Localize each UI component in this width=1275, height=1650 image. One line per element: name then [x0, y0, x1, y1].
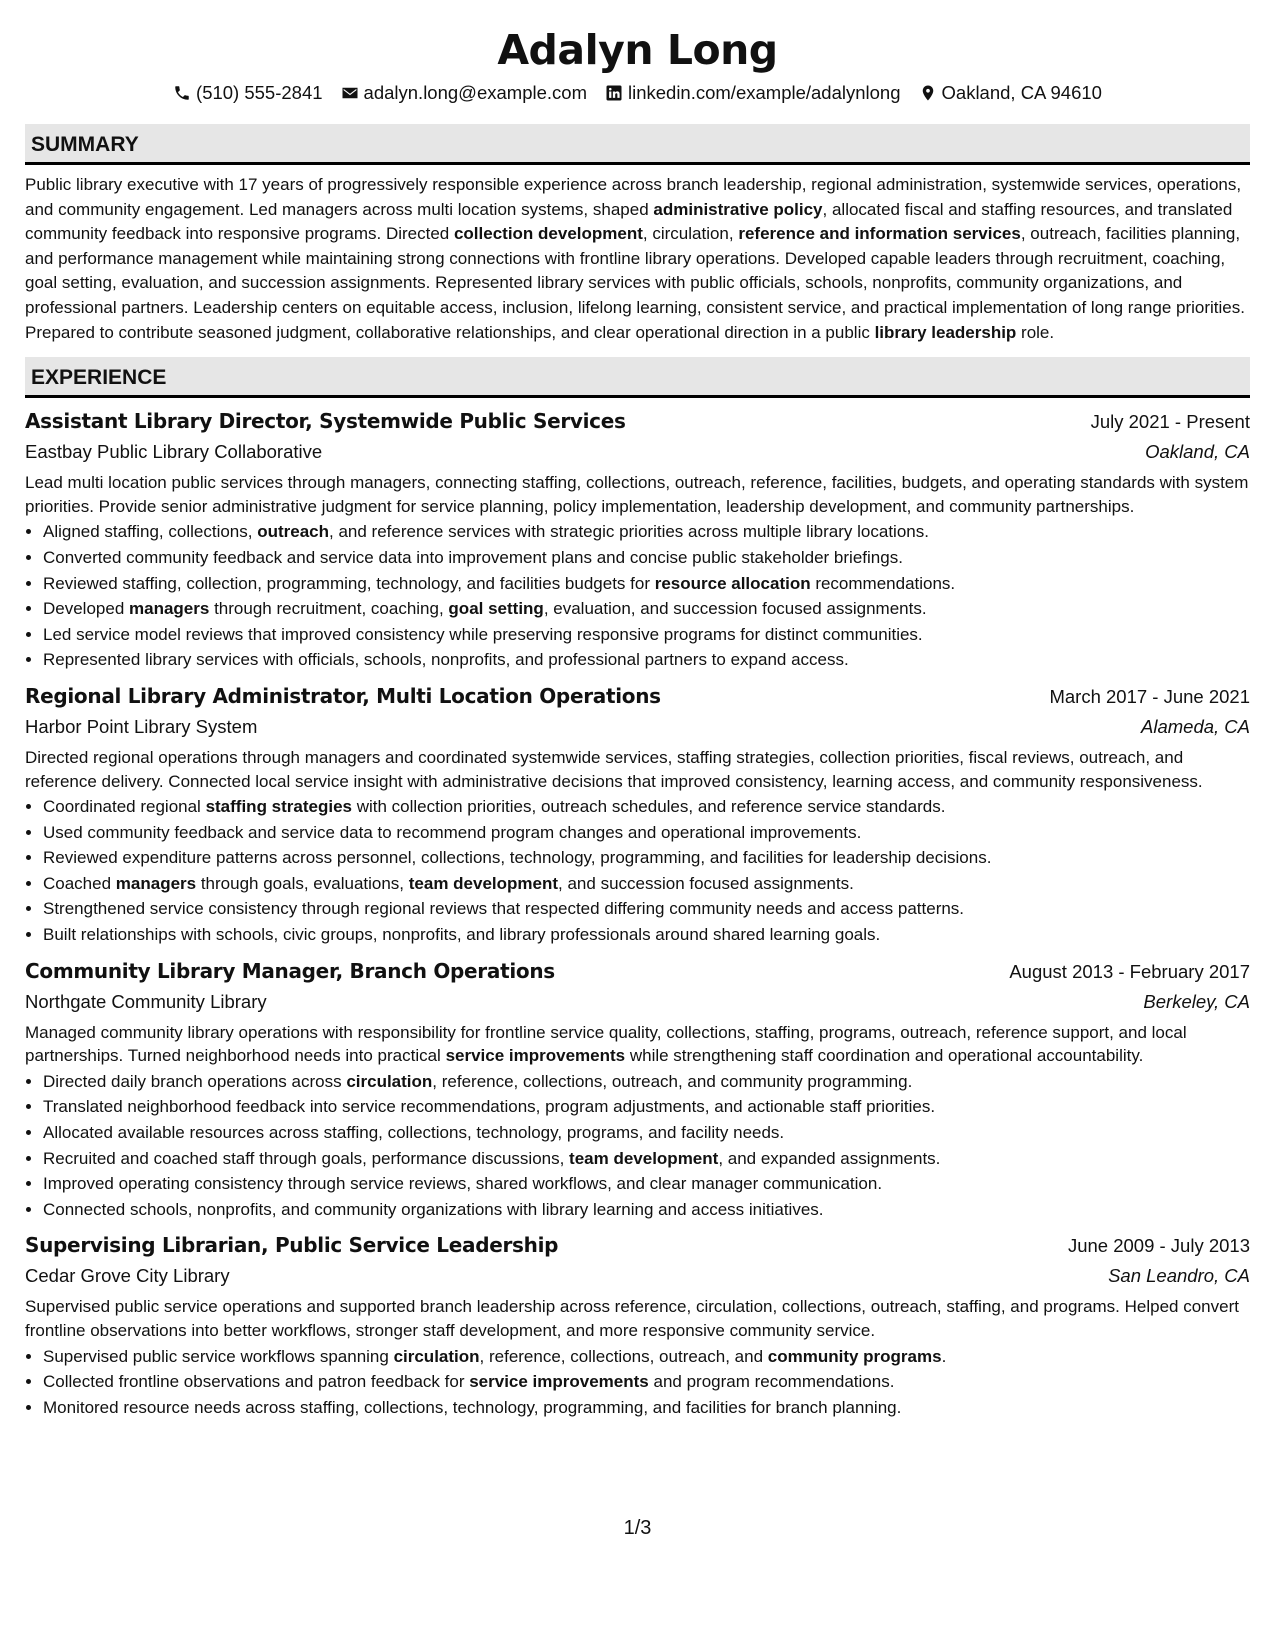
bold-keyword: administrative policy	[653, 199, 823, 219]
bold-keyword: library leadership	[874, 322, 1017, 342]
job-summary	[25, 1021, 1250, 1068]
job-dates: August 2013 - February 2017	[1009, 960, 1250, 982]
resume-page	[25, 0, 1250, 1420]
text-run: Developed	[43, 599, 130, 619]
text-run: Improved operating consistency through service reviews, shared workflows, and clear manager communication.	[43, 1174, 883, 1194]
bold-keyword: collection development	[453, 224, 643, 244]
job-bullet	[43, 1069, 1250, 1095]
job-bullet	[43, 1344, 1250, 1370]
candidate-name: Adalyn Long	[497, 26, 778, 74]
text-run: , and succession focused assignments.	[558, 873, 854, 893]
bold-keyword: resource allocation	[654, 573, 811, 593]
text-run: Collected frontline observations and patron feedback for	[43, 1372, 470, 1392]
bold-keyword: managers	[129, 599, 210, 619]
text-run: , and reference services with strategic priorities across multiple library locations.	[329, 522, 929, 542]
text-run: Managed community library operations with responsibility for frontline service quality, collections, staffing, programs, outreach, reference support, and local partnerships. Turned neighborhood needs into practical	[25, 1022, 1187, 1066]
summary-paragraph	[25, 173, 1250, 345]
phone-text: (510) 555-2841	[196, 82, 323, 103]
job-bullet	[43, 1197, 1250, 1223]
job-organization: Northgate Community Library	[25, 990, 267, 1012]
job-org-row	[25, 437, 1250, 467]
bold-keyword: circulation	[346, 1071, 433, 1091]
linkedin-icon	[605, 84, 623, 102]
job-bullet	[43, 1094, 1250, 1120]
job-entry	[25, 956, 1250, 1223]
text-run: Represented library services with officials, schools, nonprofits, and professional partners to expand access.	[43, 650, 849, 670]
text-run: through goals, evaluations,	[196, 873, 409, 893]
job-bullet	[43, 896, 1250, 922]
bold-keyword: outreach	[257, 522, 329, 542]
job-dates: June 2009 - July 2013	[1067, 1235, 1250, 1257]
job-bullet	[43, 871, 1250, 897]
bold-keyword: team development	[569, 1148, 719, 1168]
job-bullet	[43, 922, 1250, 948]
location-text: Oakland, CA 94610	[941, 82, 1102, 103]
text-run: , reference, collections, outreach, and	[479, 1346, 768, 1366]
text-run: Coordinated regional	[43, 797, 206, 817]
job-title: Regional Library Administrator, Multi Location Operations	[25, 683, 661, 708]
job-organization: Harbor Point Library System	[25, 715, 258, 737]
job-entry	[25, 1230, 1250, 1420]
contact-linkedin[interactable]	[605, 80, 901, 106]
job-header-row	[25, 1230, 1250, 1261]
job-org-row	[25, 1261, 1250, 1291]
text-run: Public library executive with 17 years of progressively responsible experience across branch leadership, regional administration, systemwide services, operations, and community engagement. Led managers across multi location systems, shaped	[25, 175, 1242, 219]
contact-email[interactable]	[341, 80, 587, 106]
job-bullet	[43, 1369, 1250, 1395]
job-org-row	[25, 987, 1250, 1017]
text-run: Built relationships with schools, civic groups, nonprofits, and library professionals around shared learning goals.	[43, 925, 881, 945]
job-bullet	[43, 1395, 1250, 1421]
job-org-row	[25, 712, 1250, 742]
text-run: , allocated fiscal and staffing resources, and translated community feedback into responsive programs. Directed	[25, 199, 1233, 244]
text-run: , reference, collections, outreach, and community programming.	[432, 1071, 913, 1091]
email-text: adalyn.long@example.com	[363, 82, 587, 103]
text-run: through recruitment, coaching,	[209, 599, 449, 619]
text-run: with collection priorities, outreach schedules, and reference service standards.	[352, 797, 946, 817]
text-run: recommendations.	[810, 573, 956, 593]
text-run: Supervised public service workflows spanning	[43, 1346, 394, 1366]
job-summary: Supervised public service operations and supported branch leadership across reference, circulation, collections, outreach, staffing, and programs. Helped convert frontline observations into better workflows, stronger staff development, and more responsive community service.	[25, 1297, 1239, 1340]
bold-keyword: managers	[115, 873, 197, 893]
text-run: Translated neighborhood feedback into service recommendations, program adjustments, and actionable staff priorities.	[43, 1097, 936, 1117]
text-run: , outreach, facilities planning, and performance management while maintaining strong connections with frontline library operations. Developed capable leaders through recruitment, coaching, goal setting, evaluation, and succession assignments. Represented library services with public officials, schools, nonprofits, community organizations, and professional partners. Leadership centers on equitable access, inclusion, lifelong learning, consistent service, and practical implementation of long range priorities. Prepared to contribute seasoned judgment, collaborative relationships, and clear operational direction in a public	[25, 224, 1245, 342]
bold-keyword: staffing strategies	[205, 797, 352, 817]
job-dates: July 2021 - Present	[1090, 411, 1250, 433]
bold-keyword: community programs	[767, 1346, 942, 1366]
contact-phone	[173, 80, 323, 106]
job-location: San Leandro, CA	[1108, 1265, 1250, 1287]
job-bullet	[43, 1171, 1250, 1197]
text-run: , circulation,	[642, 224, 739, 244]
text-run: .	[941, 1346, 947, 1366]
page-number: 1/3	[623, 1517, 652, 1539]
experience-list	[25, 406, 1250, 1420]
job-title: Community Library Manager, Branch Operations	[25, 958, 555, 983]
job-bullet	[43, 845, 1250, 871]
job-summary: Lead multi location public services through managers, connecting staffing, collections, outreach, reference, facilities, budgets, and operating standards with system priorities. Provide senior administrative judgment for service planning, policy implementation, leadership development, and community partnerships.	[25, 473, 1249, 516]
text-run: Reviewed expenditure patterns across personnel, collections, technology, programming, and facilities for leadership decisions.	[43, 848, 992, 868]
bold-keyword: reference and information services	[738, 224, 1021, 244]
bold-keyword: circulation	[393, 1346, 480, 1366]
job-bullet	[43, 794, 1250, 820]
text-run: Allocated available resources across staffing, collections, technology, programs, and facility needs.	[43, 1123, 785, 1143]
job-title: Supervising Librarian, Public Service Leadership	[25, 1233, 559, 1258]
job-bullet	[43, 820, 1250, 846]
linkedin-text: linkedin.com/example/adalynlong	[627, 82, 901, 103]
bold-keyword: goal setting	[448, 599, 544, 619]
text-run: , and expanded assignments.	[718, 1148, 941, 1168]
job-title: Assistant Library Director, Systemwide Public Services	[25, 409, 626, 434]
text-run: role.	[1016, 322, 1055, 342]
job-location: Oakland, CA	[1145, 441, 1250, 463]
job-entry	[25, 681, 1250, 948]
text-run: Monitored resource needs across staffing, collections, technology, programming, and facilities for branch planning.	[43, 1397, 902, 1417]
text-run: Reviewed staffing, collection, programming, technology, and facilities budgets for	[43, 573, 655, 593]
job-bullet	[43, 545, 1250, 571]
job-bullet	[43, 519, 1250, 545]
job-location: Alameda, CA	[1141, 715, 1250, 737]
job-header-row	[25, 406, 1250, 437]
job-dates: March 2017 - June 2021	[1049, 685, 1250, 707]
text-run: Used community feedback and service data to recommend program changes and operational improvements.	[43, 822, 862, 842]
text-run: while strengthening staff coordination and operational accountability.	[625, 1046, 1144, 1066]
text-run: Connected schools, nonprofits, and community organizations with library learning and access initiatives.	[43, 1199, 824, 1219]
text-run: Directed daily branch operations across	[43, 1071, 347, 1091]
job-bullet-list	[25, 519, 1250, 673]
job-bullet-list	[25, 794, 1250, 948]
summary-heading: SUMMARY	[25, 124, 1250, 165]
text-run: Strengthened service consistency through regional reviews that respected differing community needs and access patterns.	[43, 899, 965, 919]
job-bullet	[43, 1146, 1250, 1172]
job-bullet	[43, 571, 1250, 597]
text-run: and program recommendations.	[648, 1372, 895, 1392]
job-summary: Directed regional operations through managers and coordinated systemwide services, staffing strategies, collection priorities, fiscal reviews, outreach, and reference delivery. Connected local service insight with administrative decisions that improved consistency, learning access, and community responsiveness.	[25, 747, 1203, 791]
job-bullet	[43, 596, 1250, 622]
job-bullet-list	[25, 1069, 1250, 1223]
contact-bar	[25, 80, 1250, 106]
text-run: Led service model reviews that improved consistency while preserving responsive programs for distinct communities.	[43, 624, 923, 644]
job-header-row	[25, 681, 1250, 712]
job-header-row	[25, 956, 1250, 987]
bold-keyword: service improvements	[445, 1046, 626, 1066]
experience-heading: EXPERIENCE	[25, 357, 1250, 398]
map-pin-icon	[919, 84, 937, 102]
job-bullet	[43, 622, 1250, 648]
text-run: Aligned staffing, collections,	[43, 522, 258, 542]
bold-keyword: team development	[408, 873, 559, 893]
bold-keyword: service improvements	[469, 1372, 649, 1392]
envelope-icon	[341, 84, 359, 102]
phone-icon	[173, 84, 191, 102]
text-run: Recruited and coached staff through goals, performance discussions,	[43, 1148, 570, 1168]
text-run: Coached	[43, 873, 116, 893]
job-bullet	[43, 1120, 1250, 1146]
job-entry	[25, 406, 1250, 673]
job-organization: Cedar Grove City Library	[25, 1265, 230, 1287]
job-bullet-list	[25, 1344, 1250, 1421]
job-bullet	[43, 647, 1250, 673]
text-run: , evaluation, and succession focused assignments.	[543, 599, 927, 619]
job-organization: Eastbay Public Library Collaborative	[25, 441, 323, 463]
contact-location	[919, 80, 1102, 106]
text-run: Converted community feedback and service data into improvement plans and concise public stakeholder briefings.	[43, 547, 903, 567]
job-location: Berkeley, CA	[1143, 990, 1250, 1012]
